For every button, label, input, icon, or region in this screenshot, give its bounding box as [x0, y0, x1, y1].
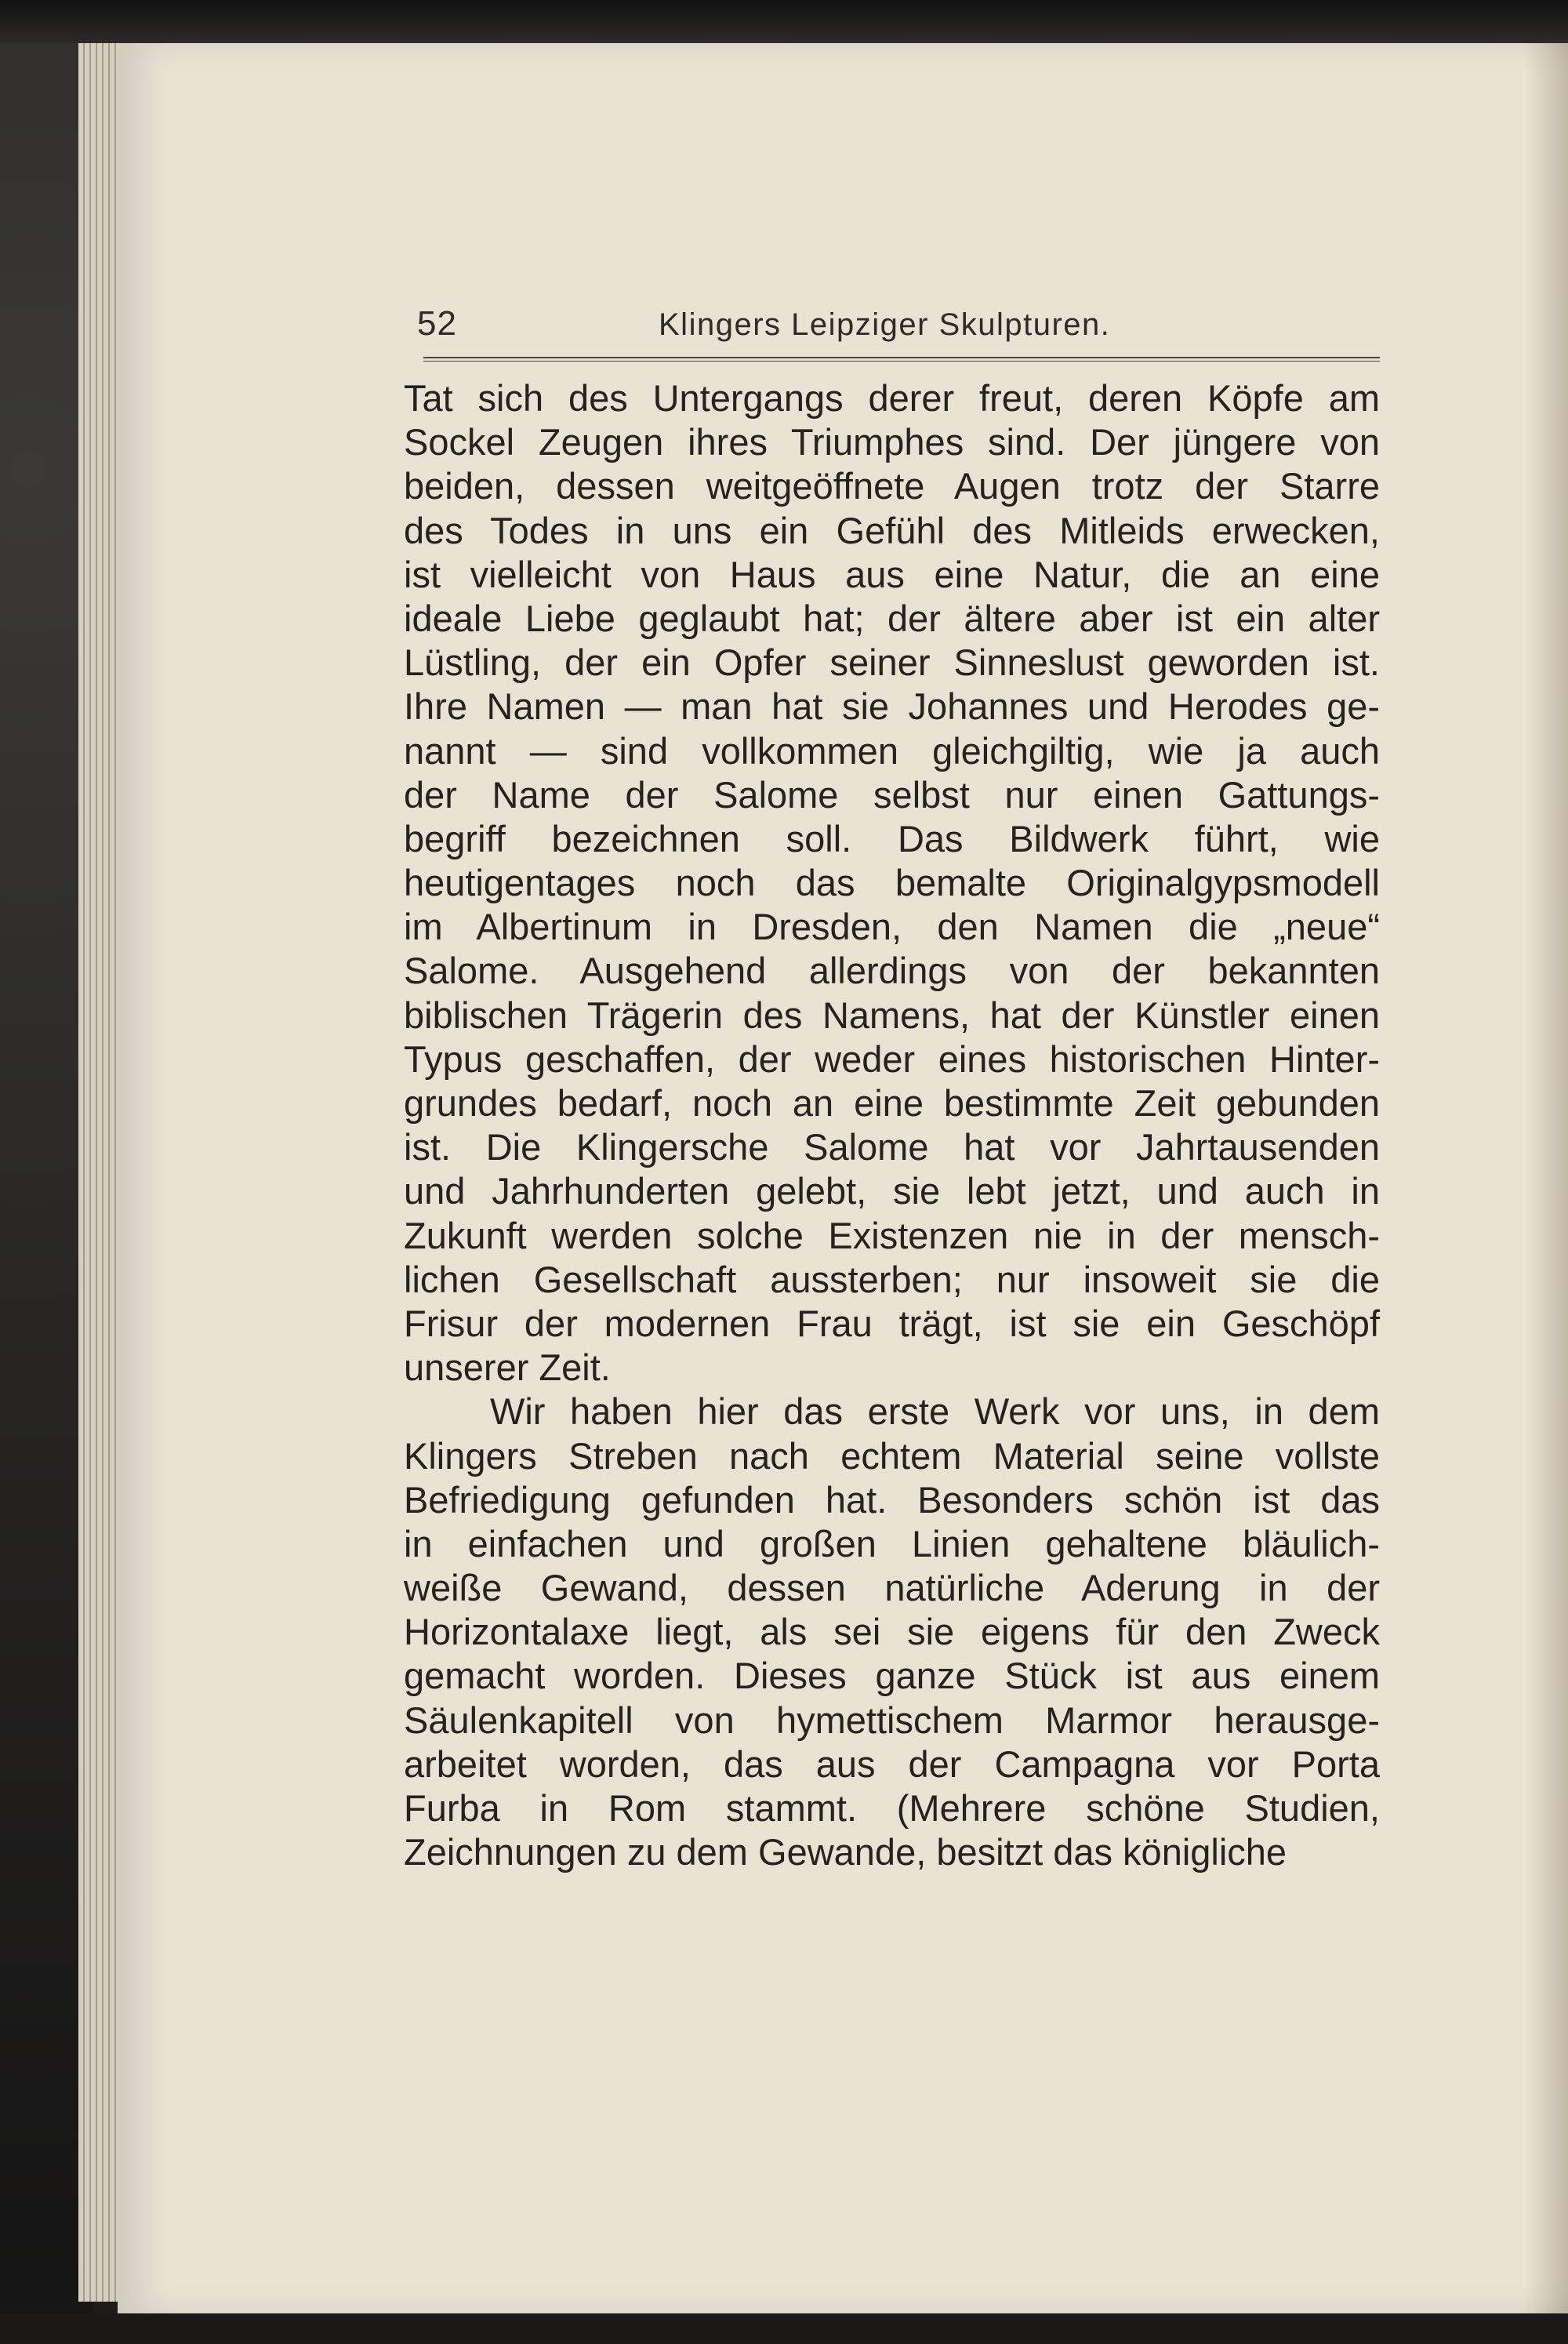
- text-line: Sockel Zeugen ihres Triumphes sind. Der jüngere von: [404, 421, 1380, 463]
- text-line: weiße Gewand, dessen natürliche Aderung in der: [404, 1567, 1380, 1609]
- header-rule: [423, 357, 1380, 362]
- text-line: ist vielleicht von Haus aus eine Natur, die an eine: [404, 553, 1380, 595]
- text-line: der Name der Salome selbst nur einen Gattungs-: [404, 773, 1380, 816]
- bottom-edge: [0, 2313, 1568, 2344]
- body-text: [404, 376, 1380, 1874]
- text-line: beiden, dessen weitgeöffnete Augen trotz der Starre: [404, 465, 1380, 507]
- text-line: gemacht worden. Dieses ganze Stück ist aus einem: [404, 1655, 1380, 1697]
- text-line: Lüstling, der ein Opfer seiner Sinneslust geworden ist.: [404, 641, 1380, 684]
- paragraph: [404, 376, 1380, 1390]
- text-line: Befriedigung gefunden hat. Besonders schön ist das: [404, 1478, 1380, 1521]
- text-line: und Jahrhunderten gelebt, sie lebt jetzt, und auch in: [404, 1170, 1380, 1212]
- text-line: ideale Liebe geglaubt hat; der ältere aber ist ein alter: [404, 597, 1380, 639]
- text-line: Säulenkapitell von hymettischem Marmor herausge-: [404, 1699, 1380, 1741]
- text-line: Zukunft werden solche Existenzen nie in der mensch-: [404, 1214, 1380, 1256]
- text-line: Furba in Rom stammt. (Mehrere schöne Studien,: [404, 1787, 1380, 1829]
- text-line: Wir haben hier das erste Werk vor uns, in dem: [490, 1390, 1380, 1433]
- text-line: heutigentages noch das bemalte Originalgypsmodell: [404, 862, 1380, 904]
- text-line: Horizontalaxe liegt, als sei sie eigens für den Zweck: [404, 1611, 1380, 1653]
- paragraph: [404, 1390, 1380, 1874]
- text-line: arbeitet worden, das aus der Campagna vor Porta: [404, 1743, 1380, 1785]
- text-line: biblischen Trägerin des Namens, hat der Künstler einen: [404, 994, 1380, 1036]
- text-line: begriff bezeichnen soll. Das Bildwerk führt, wie: [404, 817, 1380, 859]
- text-line: unserer Zeit.: [404, 1346, 611, 1389]
- text-line: Klingers Streben nach echtem Material seine vollste: [404, 1434, 1380, 1477]
- text-line: Typus geschaffen, der weder eines historischen Hinter-: [404, 1038, 1380, 1080]
- text-line: Salome. Ausgehend allerdings von der bekannten: [404, 950, 1380, 992]
- text-line: Zeichnungen zu dem Gewande, besitzt das königliche: [404, 1831, 1287, 1873]
- page-header: [416, 304, 1380, 359]
- text-line: lichen Gesellschaft aussterben; nur insoweit sie die: [404, 1258, 1380, 1300]
- text-line: Frisur der modernen Frau trägt, ist sie ein Geschöpf: [404, 1302, 1380, 1344]
- running-head: Klingers Leipziger Skulpturen.: [659, 307, 1111, 342]
- text-line: in einfachen und großen Linien gehaltene bläulich-: [404, 1522, 1380, 1564]
- text-line: grundes bedarf, noch an eine bestimmte Zeit gebunden: [404, 1082, 1380, 1124]
- text-line: nannt — sind vollkommen gleichgiltig, wie ja auch: [404, 729, 1380, 772]
- page-gutter-shadow: [1525, 43, 1568, 2313]
- text-line: im Albertinum in Dresden, den Namen die „neue“: [404, 906, 1380, 948]
- page-number: 52: [417, 304, 457, 343]
- top-edge: [0, 0, 1568, 43]
- text-line: Tat sich des Untergangs derer freut, deren Köpfe am: [404, 377, 1380, 419]
- text-line: Ihre Namen — man hat sie Johannes und Herodes ge-: [404, 685, 1380, 728]
- text-line: ist. Die Klingersche Salome hat vor Jahrtausenden: [404, 1126, 1380, 1168]
- text-line: des Todes in uns ein Gefühl des Mitleids erwecken,: [404, 509, 1380, 551]
